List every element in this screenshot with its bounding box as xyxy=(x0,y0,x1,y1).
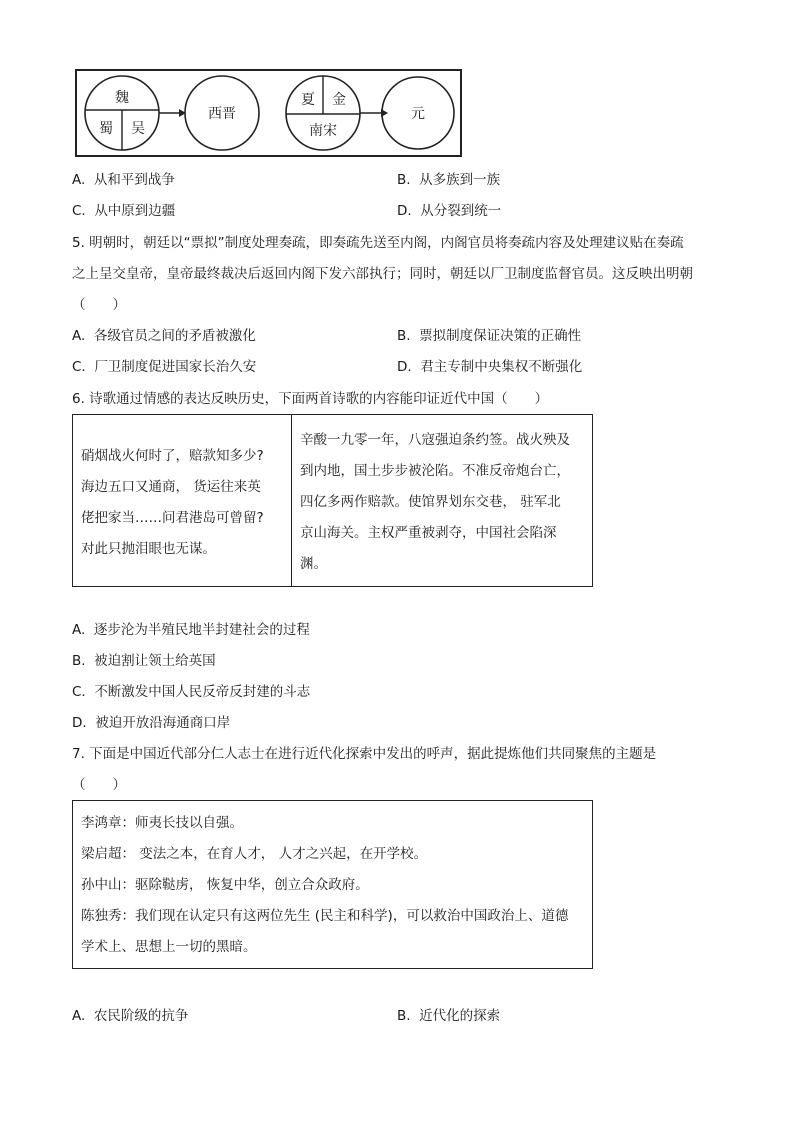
q6-option-b[interactable] xyxy=(72,651,216,671)
option-label: D. xyxy=(397,203,412,219)
q5-stem-line-2: 之上呈交皇帝，皇帝最终裁决后返回内阁下发六部执行；同时，朝廷以厂卫制度监督官员。这反映出明朝 xyxy=(72,266,693,282)
poem-right-line: 四亿多两作赔款。使馆界划东交巷， 驻军北 xyxy=(300,494,561,510)
option-label: B. xyxy=(72,653,86,669)
label-shu: 蜀 xyxy=(99,121,113,137)
label-western-jin: 西晋 xyxy=(208,106,236,122)
option-text: 逐步沦为半殖民地半封建社会的过程 xyxy=(93,622,310,638)
poem-right-line: 辛酸一九零一年，八寇强迫条约签。战火殃及 xyxy=(300,432,570,448)
q5-stem-line-3: （ ） xyxy=(72,297,126,313)
poem-left-line: 海边五口又通商， 货运往来英 xyxy=(81,479,261,495)
quote-line: 陈独秀：我们现在认定只有这两位先生 (民主和科学)，可以救治中国政治上、道德 xyxy=(81,908,569,924)
q7-option-b[interactable] xyxy=(397,1006,500,1026)
q4-option-b[interactable] xyxy=(397,170,500,190)
dynasty-diagram xyxy=(75,69,462,157)
q6-option-a[interactable] xyxy=(72,620,310,640)
option-text: 从和平到战争 xyxy=(93,172,175,188)
q7-option-a[interactable] xyxy=(72,1006,188,1026)
option-label: C. xyxy=(72,359,86,375)
q5-option-c[interactable] xyxy=(72,357,256,377)
option-text: 从多族到一族 xyxy=(419,172,501,188)
label-xia: 夏 xyxy=(301,92,315,108)
option-label: A. xyxy=(72,172,86,188)
q6-option-d[interactable] xyxy=(72,713,230,733)
option-text: 君主专制中央集权不断强化 xyxy=(420,359,583,375)
q7-stem-line-2: （ ） xyxy=(72,777,126,793)
poem-left-cell xyxy=(73,415,292,587)
option-label: D. xyxy=(397,359,412,375)
option-text: 各级官员之间的矛盾被激化 xyxy=(93,328,256,344)
q5-option-d[interactable] xyxy=(397,357,582,377)
option-label: B. xyxy=(397,172,411,188)
q6-stem: 6. 诗歌通过情感的表达反映历史，下面两首诗歌的内容能印证近代中国（ ） xyxy=(72,391,549,407)
quote-line: 孙中山：驱除鞑虏， 恢复中华，创立合众政府。 xyxy=(81,877,369,893)
label-wu: 吴 xyxy=(131,121,145,137)
option-label: D. xyxy=(72,715,87,731)
option-label: C. xyxy=(72,684,86,700)
option-text: 近代化的探索 xyxy=(419,1008,501,1024)
option-text: 被迫开放沿海通商口岸 xyxy=(95,715,231,731)
dynasty-diagram-svg xyxy=(75,69,462,157)
label-southern-song: 南宋 xyxy=(309,123,337,139)
poem-left-line: 对此只抛泪眼也无谋。 xyxy=(81,541,216,557)
option-label: C. xyxy=(72,203,86,219)
q4-option-d[interactable] xyxy=(397,201,501,221)
q5-stem-line-1: 5. 明朝时，朝廷以“票拟”制度处理奏疏，即奏疏先送至内阁，内阁官员将奏疏内容及处理建议贴在奏疏 xyxy=(72,235,684,251)
q5-option-b[interactable] xyxy=(397,326,581,346)
option-label: A. xyxy=(72,622,86,638)
option-text: 被迫割让领土给英国 xyxy=(94,653,216,669)
option-label: A. xyxy=(72,328,86,344)
option-text: 不断激发中国人民反帝反封建的斗志 xyxy=(94,684,311,700)
q4-option-a[interactable] xyxy=(72,170,175,190)
option-label: B. xyxy=(397,1008,411,1024)
poem-left-line: 佬把家当……问君港岛可曾留? xyxy=(81,510,264,526)
option-text: 票拟制度保证决策的正确性 xyxy=(419,328,582,344)
poem-right-cell xyxy=(292,415,593,587)
poem-right-line: 渊。 xyxy=(300,556,327,572)
q7-quote-box xyxy=(72,800,593,969)
option-label: A. xyxy=(72,1008,86,1024)
q4-option-c[interactable] xyxy=(72,201,175,221)
option-text: 农民阶级的抗争 xyxy=(93,1008,189,1024)
label-yuan: 元 xyxy=(411,106,425,122)
quote-line: 梁启超： 变法之本，在育人才， 人才之兴起，在开学校。 xyxy=(81,846,428,862)
option-text: 厂卫制度促进国家长治久安 xyxy=(94,359,257,375)
quote-line: 学术上、思想上一切的黑暗。 xyxy=(81,939,257,955)
poem-left-line: 硝烟战火何时了，赔款知多少? xyxy=(81,448,264,464)
poem-right-line: 到内地，国土步步被沦陷。不准反帝炮台亡， xyxy=(300,463,570,479)
label-jin: 金 xyxy=(332,92,346,108)
label-wei: 魏 xyxy=(115,90,129,106)
q7-stem-line-1: 7. 下面是中国近代部分仁人志士在进行近代化探索中发出的呼声，据此提炼他们共同聚焦的主题是 xyxy=(72,746,657,762)
option-text: 从中原到边疆 xyxy=(94,203,176,219)
option-label: B. xyxy=(397,328,411,344)
q6-poem-table xyxy=(72,414,593,587)
option-text: 从分裂到统一 xyxy=(420,203,502,219)
q5-option-a[interactable] xyxy=(72,326,256,346)
q6-option-c[interactable] xyxy=(72,682,310,702)
poem-right-line: 京山海关。主权严重被剥夺，中国社会陷深 xyxy=(300,525,557,541)
quote-line: 李鸿章：师夷长技以自强。 xyxy=(81,815,243,831)
